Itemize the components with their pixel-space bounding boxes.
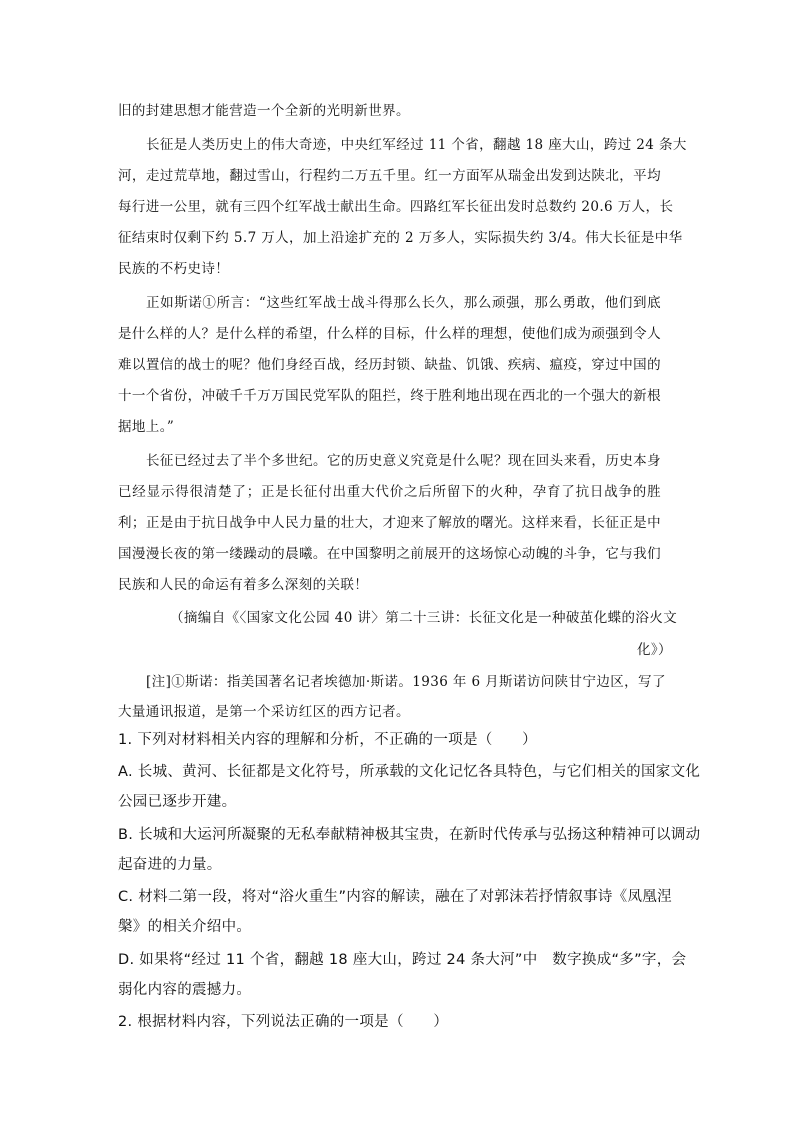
option-c: 槃》的相关介绍中。 (118, 919, 252, 935)
passage-line: 民族的不朽史诗！ (118, 261, 230, 277)
passage-line: 旧的封建思想才能营造一个全新的光明新世界。 (118, 103, 410, 119)
source-citation: 化》） (637, 642, 672, 658)
passage-line: 长征是人类历史上的伟大奇迹，中央红军经过 11 个省，翻越 18 座大山，跨过 24 条大 (146, 137, 687, 153)
passage-line: 是什么样的人？是什么样的希望，什么样的目标，什么样的理想，使他们成为顽强到令人 (118, 326, 661, 342)
footnote: [注]①斯诺：指美国著名记者埃德加·斯诺。1936 年 6 月斯诺访问陕甘宁边区，写了 (146, 674, 666, 690)
passage-line: 已经显示得很清楚了；正是长征付出重大代价之后所留下的火种，孕育了抗日战争的胜 (118, 484, 661, 500)
question-stem: 2. 根据材料内容，下列说法正确的一项是（ ） (118, 1014, 449, 1030)
passage-line: 十一个省份，冲破千千万万国民党军队的阻拦，终于胜利地出现在西北的一个强大的新根 (118, 388, 661, 404)
footnote: 大量通讯报道，是第一个采访红区的西方记者。 (118, 704, 410, 720)
passage-line: 河，走过荒草地，翻过雪山，行程约二万五千里。红一方面军从瑞金出发到达陕北，平均 (118, 168, 661, 184)
passage-line: 每行进一公里，就有三四个红军战士献出生命。四路红军长征出发时总数约 20.6 万人，长 (118, 199, 674, 215)
option-d: D. 如果将“经过 11 个省，翻越 18 座大山，跨过 24 条大河”中 数字换成“多”字，会 (118, 952, 687, 968)
option-d: 弱化内容的震撼力。 (118, 982, 252, 998)
option-a: A. 长城、黄河、长征都是文化符号，所承载的文化记忆各具特色，与它们相关的国家文化 (118, 764, 701, 780)
passage-line: 民族和人民的命运有着多么深刻的关联！ (118, 577, 369, 593)
passage-line: 长征已经过去了半个多世纪。它的历史意义究竟是什么呢？现在回头来看，历史本身 (146, 453, 661, 469)
passage-line: 利；正是由于抗日战争中人民力量的壮大，才迎来了解放的曙光。这样来看，长征正是中 (118, 515, 661, 531)
source-citation: （摘编自《〈国家文化公园 40 讲〉第二十三讲：长征文化是一种破茧化蝶的浴火文 (170, 610, 678, 626)
option-a: 公园已逐步开建。 (118, 794, 237, 810)
option-c: C. 材料二第一段，将对“浴火重生”内容的解读，融在了对郭沫若抒情叙事诗《凤凰涅 (118, 889, 672, 905)
passage-line: 据地上。” (118, 419, 175, 435)
question-stem: 1. 下列对材料相关内容的理解和分析，不正确的一项是（ ） (118, 732, 537, 748)
passage-line: 国漫漫长夜的第一缕躁动的晨曦。在中国黎明之前展开的这场惊心动魄的斗争，它与我们 (118, 546, 661, 562)
option-b: B. 长城和大运河所凝聚的无私奉献精神极其宝贵，在新时代传承与弘扬这种精神可以调动 (118, 827, 701, 843)
passage-line: 征结束时仅剩下约 5.7 万人，加上沿途扩充的 2 万多人，实际损失约 3/4。伟大长征是中华 (118, 230, 683, 246)
passage-line: 正如斯诺①所言：“这些红军战士战斗得那么长久，那么顽强，那么勇敢，他们到底 (146, 295, 661, 311)
passage-line: 难以置信的战士的呢？他们身经百战，经历封锁、缺盐、饥饿、疾病、瘟疫，穿过中国的 (118, 357, 661, 373)
option-b: 起奋进的力量。 (118, 857, 222, 873)
